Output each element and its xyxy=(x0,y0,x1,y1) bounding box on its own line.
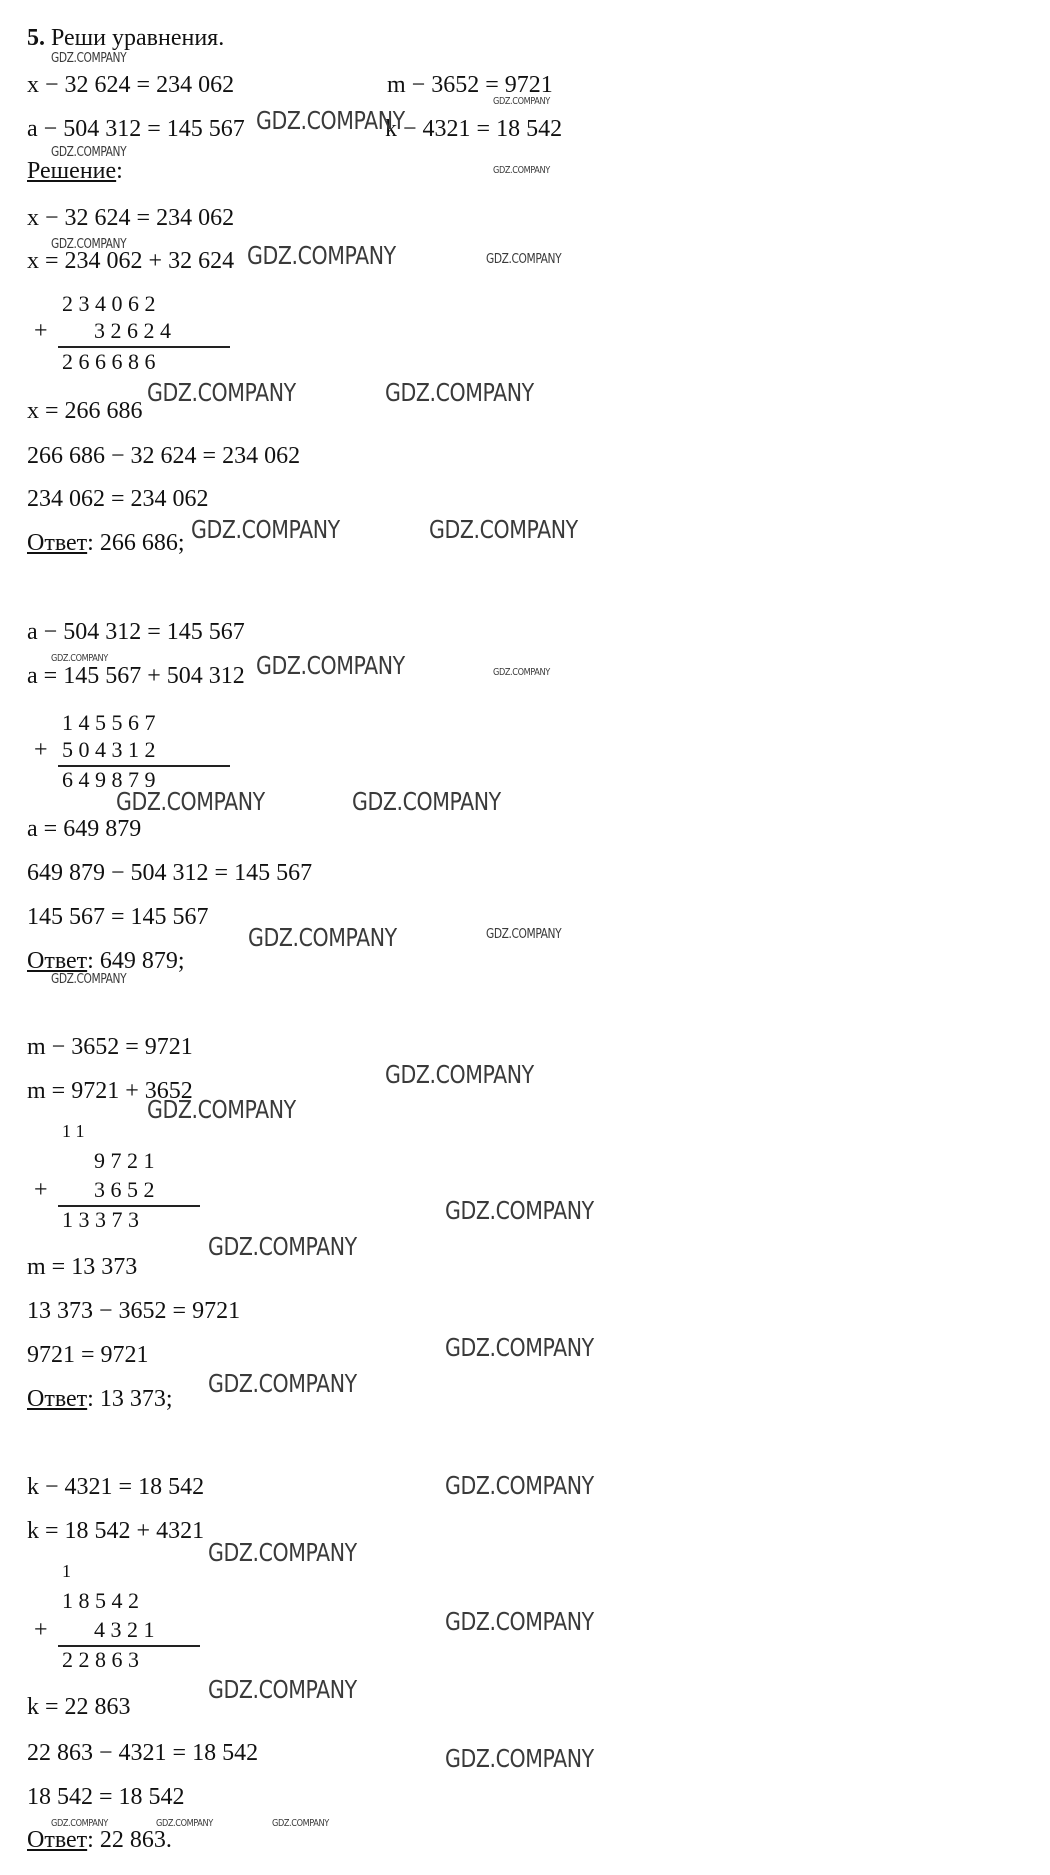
watermark: GDZ.COMPANY xyxy=(445,1471,594,1500)
check-equation: 649 879 − 504 312 = 145 567 xyxy=(27,860,313,886)
watermark: GDZ.COMPANY xyxy=(51,237,127,252)
watermark: GDZ.COMPANY xyxy=(51,51,127,66)
check-equality: 234 062 = 234 062 xyxy=(27,486,209,512)
column-sum: 2 2 8 6 3 xyxy=(62,1647,139,1672)
answer-label: Ответ xyxy=(27,530,88,556)
watermark: GDZ.COMPANY xyxy=(191,515,340,544)
watermark: GDZ.COMPANY xyxy=(51,1818,108,1829)
watermark: GDZ.COMPANY xyxy=(429,515,578,544)
watermark: GDZ.COMPANY xyxy=(385,1060,534,1089)
addend-top: 1 4 5 5 6 7 xyxy=(62,710,156,735)
check-equality: 9721 = 9721 xyxy=(27,1342,149,1368)
task-equation: a − 504 312 = 145 567 xyxy=(27,116,245,142)
addend-bottom: 3 2 6 2 4 xyxy=(94,318,171,343)
watermark: GDZ.COMPANY xyxy=(385,378,534,407)
watermark: GDZ.COMPANY xyxy=(147,378,296,407)
task-equation: x − 32 624 = 234 062 xyxy=(27,72,235,98)
watermark: GDZ.COMPANY xyxy=(156,1818,213,1829)
exercise-number: 5. xyxy=(27,25,45,51)
watermark: GDZ.COMPANY xyxy=(247,241,396,270)
solution-colon: : xyxy=(116,158,123,184)
watermark: GDZ.COMPANY xyxy=(116,787,265,816)
watermark: GDZ.COMPANY xyxy=(445,1607,594,1636)
plus-sign: + xyxy=(34,318,48,344)
answer-value: : 13 373; xyxy=(87,1386,173,1412)
task-equation: k − 4321 = 18 542 xyxy=(385,116,563,142)
addend-top: 2 3 4 0 6 2 xyxy=(62,291,156,316)
addend-bottom: 3 6 5 2 xyxy=(94,1177,155,1202)
check-equation: 22 863 − 4321 = 18 542 xyxy=(27,1740,259,1766)
watermark: GDZ.COMPANY xyxy=(352,787,501,816)
answer-label: Ответ xyxy=(27,948,88,974)
answer xyxy=(27,1826,172,1854)
answer-value: : 22 863. xyxy=(87,1827,172,1853)
watermark: GDZ.COMPANY xyxy=(51,653,108,664)
equation-result: x = 266 686 xyxy=(27,398,143,424)
column-sum: 6 4 9 8 7 9 xyxy=(62,767,156,792)
watermark: GDZ.COMPANY xyxy=(51,972,127,987)
plus-sign: + xyxy=(34,737,48,763)
answer-value: : 266 686; xyxy=(87,530,185,556)
equation-step: k = 18 542 + 4321 xyxy=(27,1518,205,1544)
equation-step: x = 234 062 + 32 624 xyxy=(27,248,235,274)
check-equality: 145 567 = 145 567 xyxy=(27,904,209,930)
watermark: GDZ.COMPANY xyxy=(208,1232,357,1261)
watermark: GDZ.COMPANY xyxy=(486,927,562,942)
watermark: GDZ.COMPANY xyxy=(493,96,550,107)
watermark: GDZ.COMPANY xyxy=(445,1196,594,1225)
plus-sign: + xyxy=(34,1177,48,1203)
answer-label: Ответ xyxy=(27,1827,88,1853)
watermark: GDZ.COMPANY xyxy=(493,165,550,176)
check-equality: 18 542 = 18 542 xyxy=(27,1784,185,1810)
watermark: GDZ.COMPANY xyxy=(208,1369,357,1398)
answer xyxy=(27,529,185,557)
equation-result: m = 13 373 xyxy=(27,1254,138,1280)
equation: k − 4321 = 18 542 xyxy=(27,1474,205,1500)
column-sum: 1 3 3 7 3 xyxy=(62,1207,139,1232)
check-equation: 13 373 − 3652 = 9721 xyxy=(27,1298,241,1324)
watermark: GDZ.COMPANY xyxy=(486,252,562,267)
watermark: GDZ.COMPANY xyxy=(147,1095,296,1124)
equation: a − 504 312 = 145 567 xyxy=(27,619,245,645)
equation: x − 32 624 = 234 062 xyxy=(27,205,235,231)
watermark: GDZ.COMPANY xyxy=(208,1538,357,1567)
watermark: GDZ.COMPANY xyxy=(256,651,405,680)
answer xyxy=(27,1385,173,1413)
addend-bottom: 4 3 2 1 xyxy=(94,1617,155,1642)
addend-bottom: 5 0 4 3 1 2 xyxy=(62,737,156,762)
addend-top: 1 8 5 4 2 xyxy=(62,1588,139,1613)
answer-value: : 649 879; xyxy=(87,948,185,974)
equation-step: a = 145 567 + 504 312 xyxy=(27,663,245,689)
solution-heading xyxy=(27,157,123,185)
watermark: GDZ.COMPANY xyxy=(445,1333,594,1362)
check-equation: 266 686 − 32 624 = 234 062 xyxy=(27,443,301,469)
exercise-title: Реши уравнения. xyxy=(51,25,225,51)
answer xyxy=(27,947,185,975)
equation-step: m = 9721 + 3652 xyxy=(27,1078,193,1104)
sum-line xyxy=(58,346,230,348)
carry-digits: 1 xyxy=(62,1561,71,1581)
column-sum: 2 6 6 6 8 6 xyxy=(62,349,156,374)
task-equation: m − 3652 = 9721 xyxy=(387,72,553,98)
watermark: GDZ.COMPANY xyxy=(51,145,127,160)
exercise-header xyxy=(27,24,224,52)
equation: m − 3652 = 9721 xyxy=(27,1034,193,1060)
addend-top: 9 7 2 1 xyxy=(94,1148,155,1173)
equation-result: a = 649 879 xyxy=(27,816,142,842)
watermark: GDZ.COMPANY xyxy=(493,667,550,678)
watermark: GDZ.COMPANY xyxy=(445,1744,594,1773)
equation-result: k = 22 863 xyxy=(27,1694,131,1720)
plus-sign: + xyxy=(34,1617,48,1643)
watermark: GDZ.COMPANY xyxy=(256,106,405,135)
watermark: GDZ.COMPANY xyxy=(248,923,397,952)
watermark: GDZ.COMPANY xyxy=(272,1818,329,1829)
watermark: GDZ.COMPANY xyxy=(208,1675,357,1704)
carry-digits: 1 1 xyxy=(62,1121,85,1141)
solution-label: Решение xyxy=(27,158,117,184)
answer-label: Ответ xyxy=(27,1386,88,1412)
